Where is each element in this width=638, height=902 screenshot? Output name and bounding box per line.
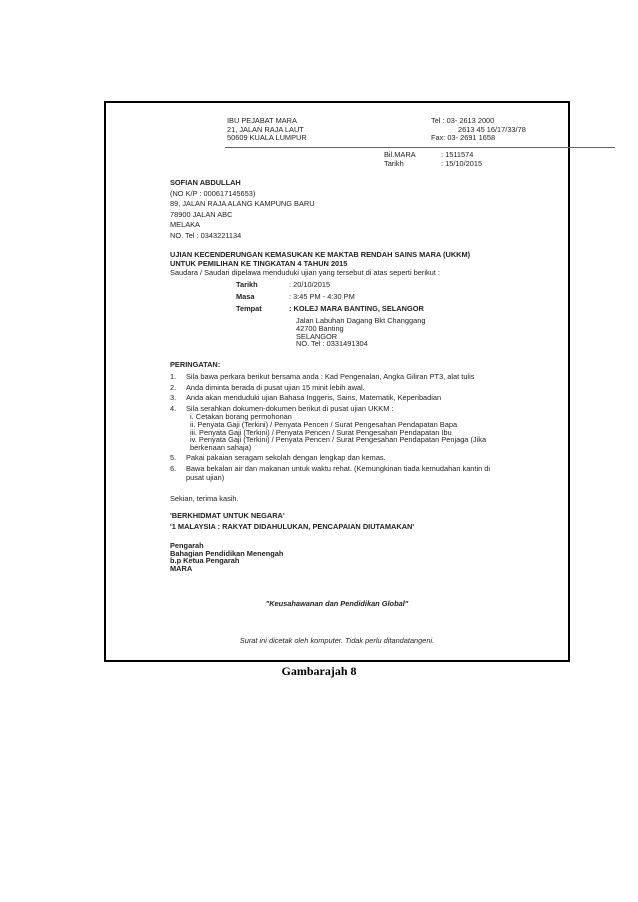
recipient-line: 78900 JALAN ABC (170, 209, 233, 219)
recipient-line: MELAKA (170, 220, 200, 230)
list-item (170, 373, 505, 382)
list-number: 2. (170, 382, 177, 392)
letter-frame (104, 101, 570, 662)
list-item (170, 454, 505, 463)
detail-date-label: Tarikh (236, 280, 258, 289)
list-text: Sila bawa perkara berikut bersama anda : Kad Pengenalan, Angka Giliran PT3, alat tulis (186, 372, 475, 381)
subject (170, 251, 470, 268)
recipient-line: 89, JALAN RAJA ALANG KAMPUNG BARU (170, 199, 315, 209)
signature-line: b.p Ketua Pengarah (170, 556, 240, 566)
list-item (170, 384, 505, 393)
document-sublist (190, 413, 505, 451)
list-item (170, 465, 505, 482)
warning-heading: PERINGATAN: (170, 360, 221, 369)
list-text: Sila serahkan dokumen-dokumen berikut di pusat ujian UKKM : (186, 403, 394, 413)
org-line: IBU PEJABAT MARA (227, 116, 297, 125)
list-number: 5. (170, 453, 177, 463)
venue-address-line: Jalan Labuhan Dagang Bkt Changgang (296, 316, 426, 325)
header-divider (225, 147, 615, 148)
recipient-name: SOFIAN ABDULLAH (170, 178, 241, 187)
sub-item: iv. Penyata Gaji (Terkini) / Penyata Pencen / Surat Pengesahan Pendapatan Penjaga (Jika berkenaan sahaja) (190, 435, 487, 452)
detail-venue-value: : KOLEJ MARA BANTING, SELANGOR (289, 304, 424, 313)
fax: Fax: 03- 2691 1658 (431, 133, 496, 143)
list-number: 1. (170, 372, 177, 381)
list-text: Bawa bekalan air dan makanan untuk waktu rehat. (Kemungkinan tiada kemudahan kantin di pusat ujian) (186, 463, 491, 482)
intro-text: Saudara / Saudari dipelawa menduduki ujian yang tersebut di atas seperti berikut : (170, 268, 440, 277)
ref-bil-value: : 1511574 (441, 150, 474, 159)
tel-extra: 2613 45 16/17/33/78 (458, 124, 526, 134)
signature-line: Pengarah (170, 541, 204, 550)
detail-time-label: Masa (236, 292, 255, 301)
motto-1: 'BERKHIDMAT UNTUK NEGARA' (170, 511, 285, 520)
list-item (170, 394, 505, 403)
signature-line: Bahagian Pendidikan Menengah (170, 548, 284, 558)
org-line: 21, JALAN RAJA LAUT (227, 124, 304, 134)
recipient-line: (NO K/P : 000617145653) (170, 188, 256, 198)
sub-item: i. Cetakan borang permohonan (190, 412, 292, 422)
ref-bil-label: Bil.MARA (384, 150, 416, 159)
ref-date-value: : 15/10/2015 (441, 159, 483, 168)
venue-address (296, 317, 425, 348)
subject-line: UJIAN KECENDERUNGAN KEMASUKAN KE MAKTAB RENDAH SAINS MARA (UKKM) (170, 250, 471, 259)
warning-list (170, 373, 505, 482)
detail-date-value: : 20/10/2015 (289, 280, 331, 289)
subject-line: UNTUK PEMILIHAN KE TINGKATAN 4 TAHUN 2015 (170, 258, 348, 268)
footer-note: Surat ini dicetak oleh komputer. Tidak perlu ditandatangeni. (239, 636, 435, 645)
venue-address-line: SELANGOR (296, 331, 338, 341)
sub-item: ii. Penyata Gaji (Terkini) / Penyata Pencen / Surat Pengesahan Pendapatan Bapa (190, 419, 458, 429)
recipient-line: NO. Tel : 0343221134 (170, 230, 242, 240)
signature-block (170, 542, 283, 572)
org-address (227, 117, 307, 143)
list-text: Anda akan menduduki ujian Bahasa Inggeris, Sains, Matematik, Keperibadian (186, 393, 442, 403)
slogan: "Keusahawanan dan Pendidikan Global" (265, 599, 409, 608)
list-text: Anda diminta berada di pusat ujian 15 minit lebih awal. (186, 382, 365, 392)
list-text: Pakai pakaian seragam sekolah dengan lengkap dan kemas. (186, 453, 386, 463)
closing-text: Sekian, terima kasih. (170, 494, 239, 503)
list-number: 3. (170, 393, 177, 403)
sub-item: iii. Penyata Gaji (Terkini) / Penyata Pencen / Surat Pengesahan Pendapatan Ibu (190, 427, 452, 437)
venue-address-line: NO. Tel : 0331491304 (296, 339, 368, 349)
figure-caption: Gambarajah 8 (281, 664, 357, 678)
recipient-block (170, 179, 315, 241)
venue-address-line: 42700 Banting (296, 323, 344, 333)
list-number: 6. (170, 463, 177, 473)
tel: Tel : 03- 2613 2000 (431, 116, 495, 125)
detail-time-value: : 3:45 PM - 4:30 PM (289, 292, 355, 301)
ref-date-label: Tarikh (384, 159, 404, 168)
motto-2: '1 MALAYSIA : RAKYAT DIDAHULUKAN, PENCAPAIAN DIUTAMAKAN' (170, 522, 415, 531)
contact-block (431, 117, 526, 143)
org-line: 50609 KUALA LUMPUR (227, 133, 307, 143)
signature-line: MARA (170, 563, 193, 573)
list-number: 4. (170, 403, 177, 413)
detail-venue-label: Tempat (236, 304, 262, 313)
